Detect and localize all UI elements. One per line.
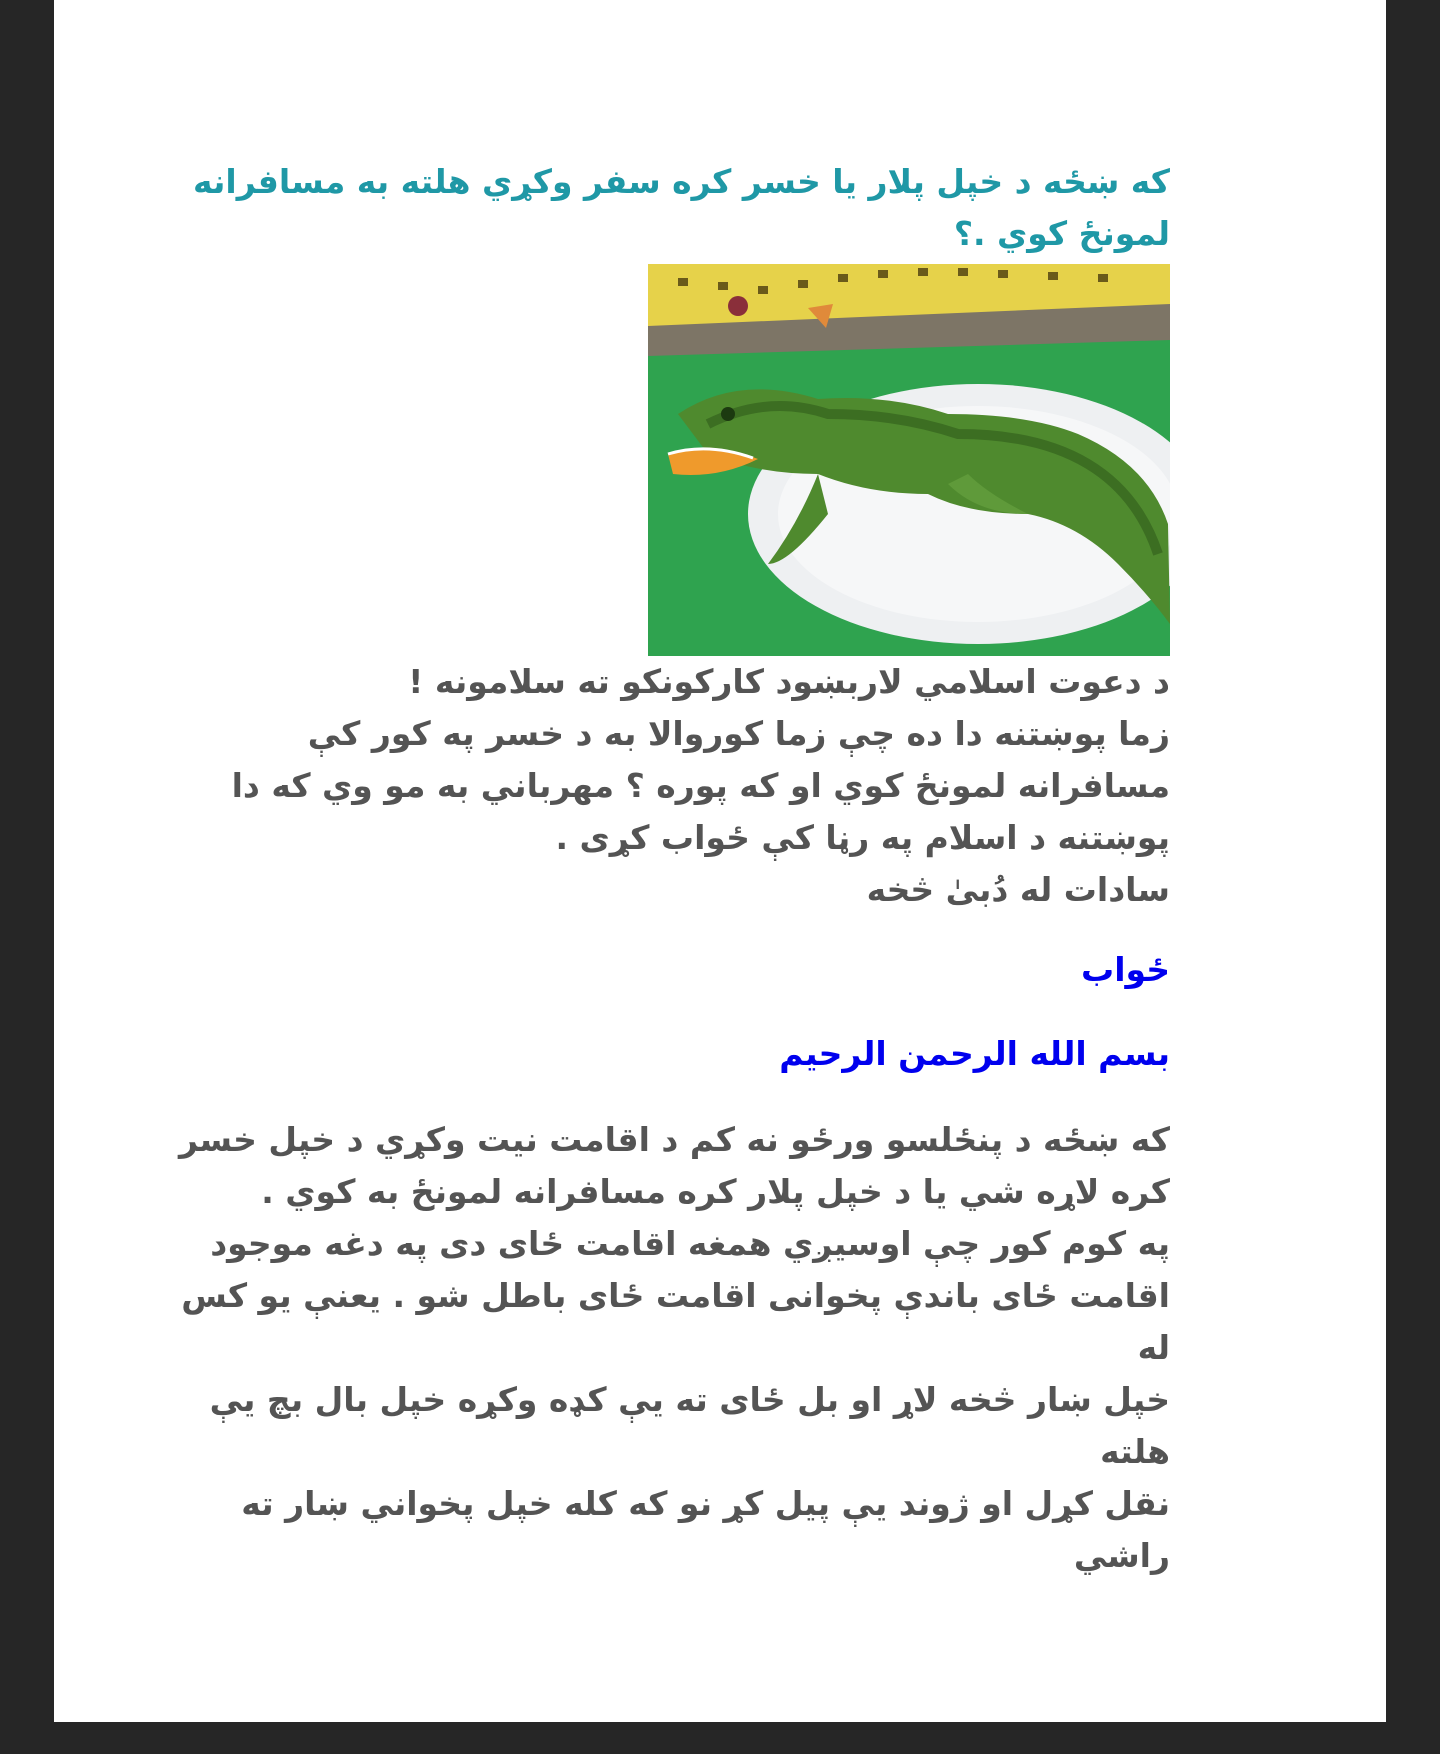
question-signature: سادات له دُبیٰ څخه [866, 870, 1170, 909]
question-line-2: زما پوښتنه دا ده چې زما كوروالا به د خسر په كور كې [307, 714, 1170, 753]
vegetable-crocodile-photo [648, 264, 1170, 656]
answer-line-5: خپل ښار څخه لاړ او بل ځاى ته يې كډه وكړه خپل بال بچ يې هلته [209, 1380, 1170, 1471]
answer-line-6: نقل كړل او ژوند يې پيل كړ نو كه كله خپل پخواني ښار ته راشي [241, 1484, 1170, 1575]
answer-line-2: كره لاړه شي يا د خپل پلار كره مسافرانه لمونځ به كوي . [261, 1172, 1170, 1211]
photo-illustration [648, 264, 1170, 656]
answer-body [150, 1114, 1170, 1582]
question-line-4: پوښتنه د اسلام په رڼا كې ځواب كړى . [555, 818, 1170, 857]
document-page [54, 0, 1386, 1722]
question-line-3: مسافرانه لمونځ كوي او كه پوره ؟ مهرباني به مو وي كه دا [231, 766, 1170, 805]
bismillah-heading: بسم الله الرحمن الرحيم [779, 1034, 1170, 1073]
answer-line-3: په كوم كور چې اوسيږي همغه اقامت ځاى دى په دغه موجود [210, 1224, 1170, 1263]
question-line-1: د دعوت اسلامي لاربښود كاركونكو ته سلامونه ! [408, 662, 1170, 701]
answer-heading: ځواب [1081, 950, 1170, 989]
answer-line-4: اقامت ځاى باندې پخوانى اقامت ځاى باطل شو . يعنې يو كس له [181, 1276, 1170, 1367]
answer-line-1: كه ښځه د پنځلسو ورځو نه كم د اقامت نيت وكړي د خپل خسر [179, 1120, 1170, 1159]
article [150, 156, 1170, 1582]
article-title: كه ښځه د خپل پلار يا خسر كره سفر وكړي هلته به مسافرانه لمونځ كوي .؟ [193, 162, 1170, 253]
